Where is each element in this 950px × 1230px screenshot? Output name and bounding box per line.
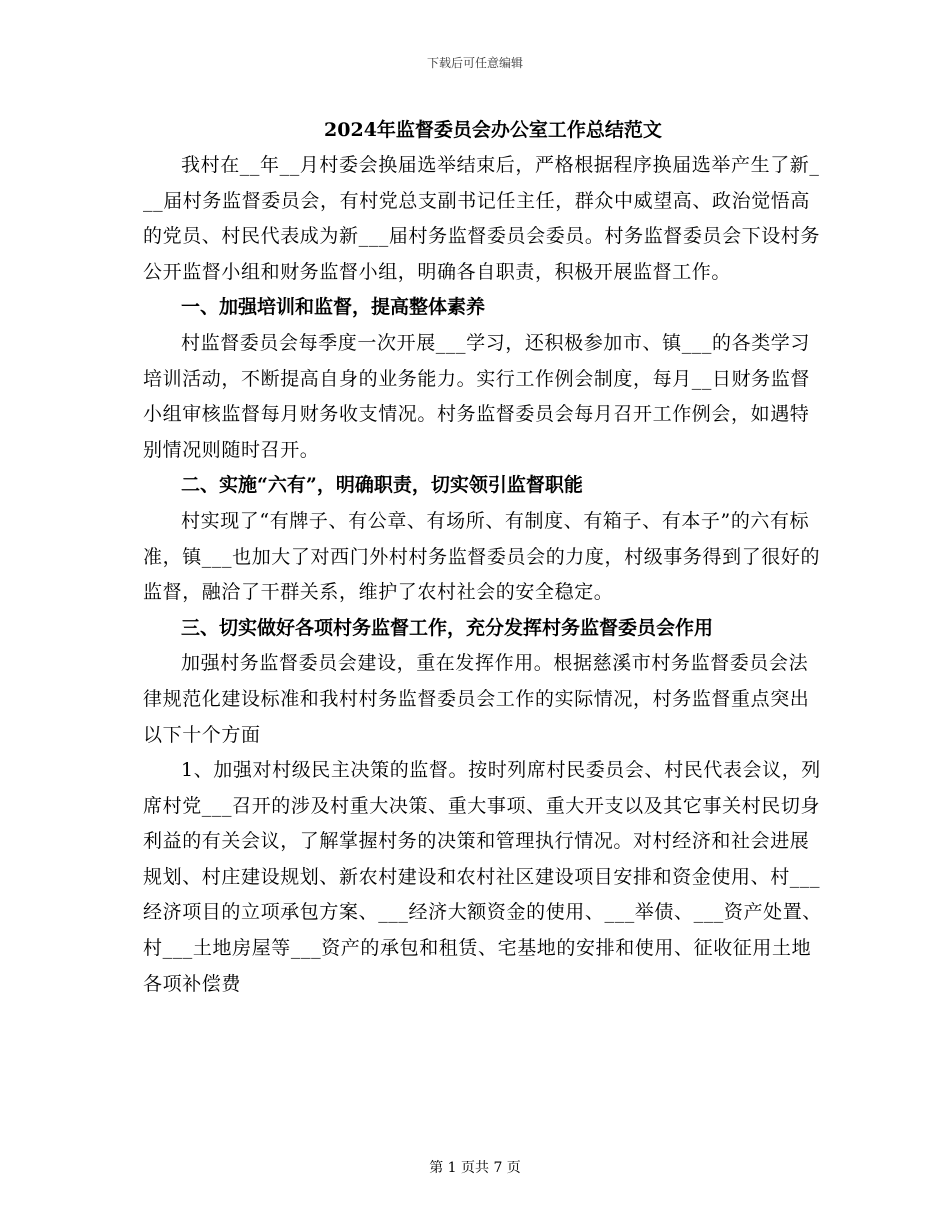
document-body xyxy=(143,113,823,1002)
point-1-paragraph: 1、加强对村级民主决策的监督。按时列席村民委员会、村民代表会议，列席村党___召开的涉及村重大决策、重大事项、重大开支以及其它事关村民切身利益的有关会议，了解掌握村务的决策和管理执行情况。对村经济和社会进展规划、村庄建设规划、新农村建设和农村社区建设项目安排和资金使用、村___经济项目的立项承包方案、___经济大额资金的使用、___举债、___资产处置、村___土地房屋等___资产的承包和租赁、宅基地的安排和使用、征收征用土地各项补偿费 xyxy=(143,759,822,995)
section-paragraph-3: 加强村务监督委员会建设，重在发挥作用。根据慈溪市村务监督委员会法律规范化建设标准和我村村务监督委员会工作的实际情况，村务监督重点突出以下十个方面 xyxy=(143,652,810,746)
section-heading-2: 二、实施“六有”，明确职责，切实领引监督职能 xyxy=(181,474,583,497)
header-note: 下载后可任意编辑 xyxy=(426,56,523,70)
section-heading-1: 一、加强培训和监督，提高整体素养 xyxy=(181,296,486,319)
page-number: 第 1 页共 7 页 xyxy=(429,1160,521,1176)
document-title: 2024年监督委员会办公室工作总结范文 xyxy=(324,119,662,141)
section-heading-3: 三、切实做好各项村务监督工作，充分发挥村务监督委员会作用 xyxy=(181,616,714,639)
section-paragraph-2: 村实现了“有牌子、有公章、有场所、有制度、有箱子、有本子”的六有标准，镇___也加大了对西门外村村务监督委员会的力度，村级事务得到了很好的监督，融洽了干群关系，维护了农村社会的安全稳定。 xyxy=(143,509,821,604)
section-paragraph-1: 村监督委员会每季度一次开展___学习，还积极参加市、镇___的各类学习培训活动，不断提高自身的业务能力。实行工作例会制度，每月__日财务监督小组审核监督每月财务收支情况。村务监督委员会每月召开工作例会，如遇特别情况则随时召开。 xyxy=(143,331,811,461)
intro-paragraph: 我村在__年__月村委会换届选举结束后，严格根据程序换届选举产生了新___届村务监督委员会，有村党总支副书记任主任，群众中威望高、政治觉悟高的党员、村民代表成为新___届村务监督委员会委员。村务监督委员会下设村务公开监督小组和财务监督小组，明确各自职责，积极开展监督工作。 xyxy=(143,154,821,283)
